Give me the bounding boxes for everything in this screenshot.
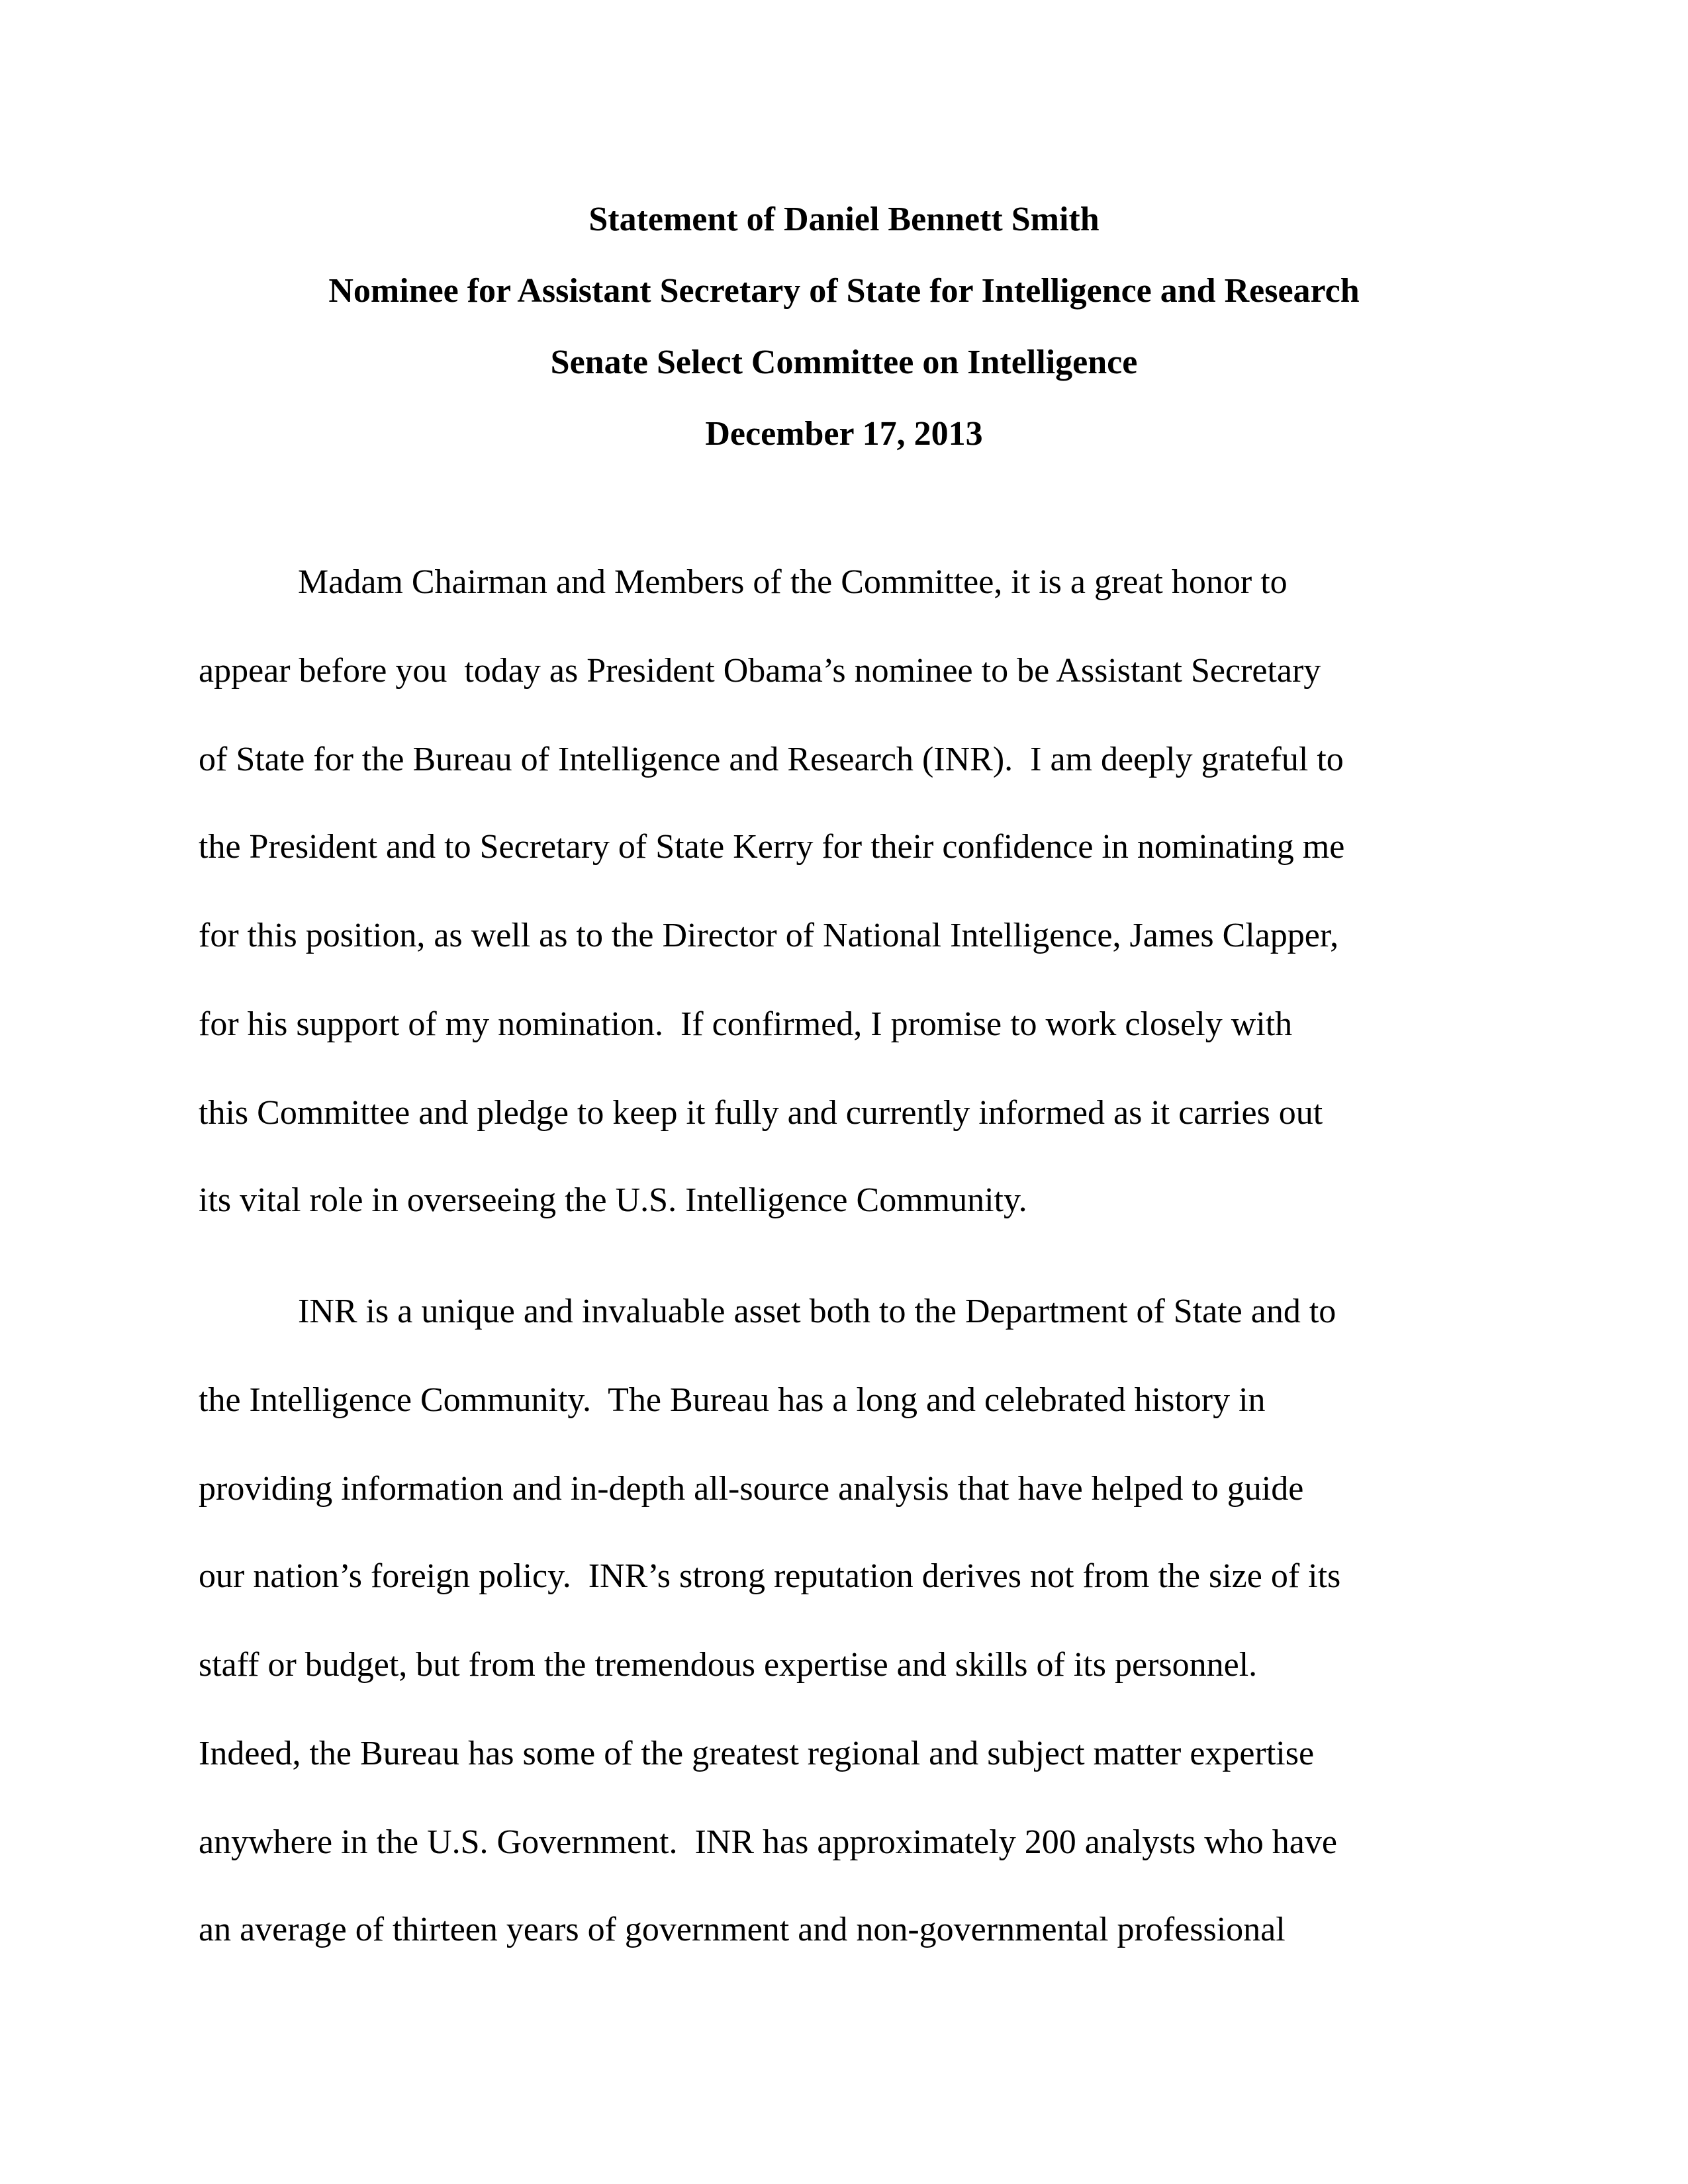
- text-line: Indeed, the Bureau has some of the greatest regional and subject matter expertise: [199, 1735, 1315, 1772]
- text-line: of State for the Bureau of Intelligence and Research (INR). I am deeply grateful to: [199, 741, 1344, 778]
- text-line: anywhere in the U.S. Government. INR has approximately 200 analysts who have: [199, 1823, 1337, 1861]
- text-line: an average of thirteen years of government and non-governmental professional: [199, 1911, 1286, 1948]
- document-subtitle: Nominee for Assistant Secretary of State for Intelligence and Research: [328, 272, 1360, 310]
- committee-name: Senate Select Committee on Intelligence: [550, 343, 1138, 381]
- text-line: appear before you today as President Obama’s nominee to be Assistant Secretary: [199, 652, 1321, 690]
- text-line: the Intelligence Community. The Bureau has a long and celebrated history in: [199, 1381, 1266, 1419]
- text-line: this Committee and pledge to keep it fully and currently informed as it carries out: [199, 1094, 1323, 1132]
- document-title: Statement of Daniel Bennett Smith: [588, 201, 1100, 238]
- statement-date: December 17, 2013: [705, 415, 983, 453]
- text-line: for this position, as well as to the Director of National Intelligence, James Clapper,: [199, 917, 1339, 954]
- text-line: its vital role in overseeing the U.S. Intelligence Community.: [199, 1181, 1027, 1219]
- text-line: the President and to Secretary of State Kerry for their confidence in nominating me: [199, 828, 1345, 866]
- text-line: our nation’s foreign policy. INR’s strong reputation derives not from the size of its: [199, 1557, 1341, 1595]
- text-line: staff or budget, but from the tremendous expertise and skills of its personnel.: [199, 1646, 1258, 1684]
- text-line: INR is a unique and invaluable asset both to the Department of State and to: [298, 1293, 1336, 1330]
- text-line: for his support of my nomination. If confirmed, I promise to work closely with: [199, 1005, 1293, 1043]
- text-line: providing information and in-depth all-source analysis that have helped to guide: [199, 1470, 1304, 1508]
- text-line: Madam Chairman and Members of the Committee, it is a great honor to: [298, 563, 1288, 601]
